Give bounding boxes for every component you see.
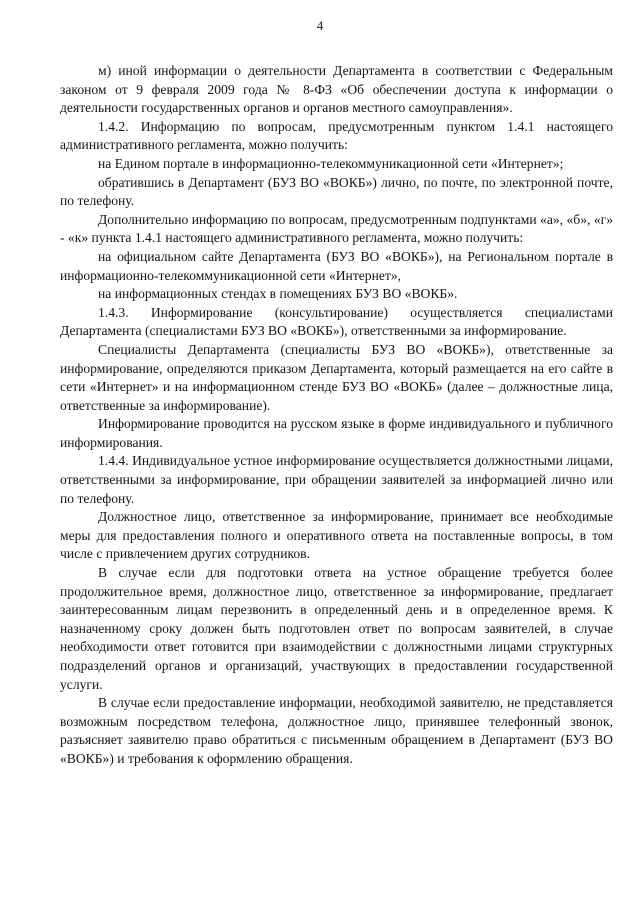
page-number: 4 — [316, 18, 324, 33]
paragraph-specialists: Специалисты Департамента (специалисты БУЗ ВО «ВОКБ»), ответственные за информирование, определяются приказом Департамента, который размещается на его сайте в сети «Интернет» и на информационном стенде БУЗ ВО «ВОКБ» (далее – должностные лица, ответственные за информирование). — [60, 341, 613, 413]
paragraph-language: Информирование проводится на русском языке в форме индивидуального и публичного информирования. — [60, 416, 613, 450]
document-body — [60, 62, 613, 769]
paragraph-longer-time: В случае если для подготовки ответа на устное обращение требуется более продолжительное время, должностное лицо, ответственное за информирование, предлагает заинтересованным лицам перезвонить в определенный день и в определенное время. К назначенному сроку должен быть подготовлен ответ по вопросам заявителей, в случае необходимости ответ готовится при взаимодействии с должностными лицами структурных подразделений органов и организаций, участвующих в предоставлении государственной услуги. — [60, 565, 613, 692]
paragraph-single-portal: на Едином портале в информационно-телекоммуникационной сети «Интернет»; — [98, 155, 564, 171]
paragraph-additional-info: Дополнительно информацию по вопросам, предусмотренным подпунктами «а», «б», «г» - «к» пункта 1.4.1 настоящего административного регламента, можно получить: — [60, 211, 613, 246]
paragraph-official-site: на официальном сайте Департамента (БУЗ ВО «ВОКБ»), на Региональном портале в информационно-телекоммуникационной сети «Интернет», — [60, 248, 613, 283]
paragraph-1-4-4: 1.4.4. Индивидуальное устное информирование осуществляется должностными лицами, ответственными за информирование, при обращении заявителей за информацией лично или по телефону. — [60, 453, 613, 506]
paragraph-info-stands: на информационных стендах в помещениях БУЗ ВО «ВОКБ». — [98, 286, 458, 302]
paragraph-contact-department: обратившись в Департамент (БУЗ ВО «ВОКБ») лично, по почте, по электронной почте, по телефону. — [60, 174, 613, 209]
paragraph-1-4-2: 1.4.2. Информацию по вопросам, предусмотренным пунктом 1.4.1 настоящего административного регламента, можно получить: — [60, 118, 613, 153]
paragraph-1-4-3: 1.4.3. Информирование (консультирование) осуществляется специалистами Департамента (специалистами БУЗ ВО «ВОКБ»), ответственными за информирование. — [60, 304, 613, 339]
paragraph-phone-impossible: В случае если предоставление информации, необходимой заявителю, не представляется возможным посредством телефона, должностное лицо, принявшее телефонный звонок, разъясняет заявителю право обратиться с письменным обращением в Департамент (БУЗ ВО «ВОКБ») и требования к оформлению обращения. — [60, 695, 613, 766]
paragraph-official-measures: Должностное лицо, ответственное за информирование, принимает все необходимые меры для предоставления полного и оперативного ответа на поставленные вопросы, в том числе с привлечением других сотрудников. — [60, 509, 613, 562]
paragraph-m: м) иной информации о деятельности Департамента в соответствии с Федеральным законом от 9 февраля 2009 года № 8-ФЗ «Об обеспечении доступа к информации о деятельности государственных органов и органов местного самоуправления». — [60, 63, 613, 116]
